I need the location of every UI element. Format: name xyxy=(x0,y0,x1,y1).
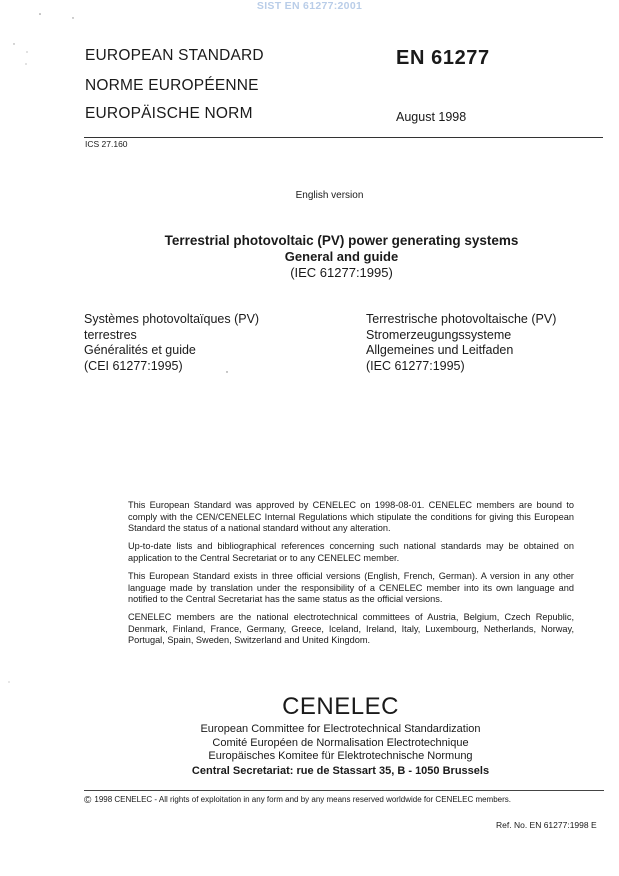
header-divider xyxy=(84,137,603,138)
organization-name-fr: Comité Européen de Normalisation Electrotechnique xyxy=(212,736,469,749)
german-title xyxy=(366,312,556,374)
version-label: English version xyxy=(295,190,364,201)
scan-speck xyxy=(26,51,27,52)
copyright-text: 1998 CENELEC - All rights of exploitation in any form and by any means reserved worldwide for CENELEC members. xyxy=(94,795,512,804)
copyright-symbol: © xyxy=(84,795,92,806)
publication-date: August 1998 xyxy=(396,110,467,124)
standard-title-fr: NORME EUROPÉENNE xyxy=(85,77,259,94)
french-title-line: Systèmes photovoltaïques (PV) xyxy=(84,312,260,326)
organization-name-en: European Committee for Electrotechnical Standardization xyxy=(200,723,481,735)
title-line-1: Terrestrial photovoltaic (PV) power generating systems xyxy=(164,233,519,248)
german-title-line: Stromerzeugungssysteme xyxy=(366,327,512,342)
note-paragraph: CENELEC members are the national electrotechnical committees of Austria, Belgium, Czech Republic, Denmark, Finland, France, Germany, Greece, Iceland, Ireland, Italy, Luxembourg, Netherlands, Norway, Portugal, Spain, Sweden, Switzerland and United Kingdom. xyxy=(128,612,574,646)
scan-speck xyxy=(13,43,14,44)
organization-details xyxy=(0,723,619,778)
french-title xyxy=(84,312,259,374)
organization-name: CENELEC xyxy=(282,693,399,720)
footer-divider xyxy=(84,790,604,791)
note-paragraph: This European Standard was approved by CENELEC on 1998-08-01. CENELEC members are bound to comply with the CEN/CENELEC Internal Regulations which stipulate the conditions for giving this European Standard the status of a national standard without any alteration. xyxy=(128,500,574,534)
german-title-line: Terrestrische photovoltaische (PV) xyxy=(366,312,557,326)
reference-number: Ref. No. EN 61277:1998 E xyxy=(496,820,597,830)
scan-speck xyxy=(8,681,9,682)
scan-speck xyxy=(39,13,41,15)
french-title-line: (CEI 61277:1995) xyxy=(84,358,183,373)
copyright-notice xyxy=(84,795,511,806)
title-line-3: (IEC 61277:1995) xyxy=(290,265,393,280)
secretariat-address: Central Secretariat: rue de Stassart 35, B - 1050 Brussels xyxy=(191,764,490,777)
scan-speck xyxy=(72,17,73,18)
scan-speck xyxy=(25,63,26,64)
watermark: SIST EN 61277:2001 xyxy=(256,0,363,12)
note-paragraph: This European Standard exists in three official versions (English, French, German). A version in any other language made by translation under the responsibility of a CENELEC member into its own language and notified to the Central Secretariat has the same status as the official versions. xyxy=(128,570,574,605)
standard-title-en: EUROPEAN STANDARD xyxy=(85,47,264,64)
organization-name-de: Europäisches Komitee für Elektrotechnische Normung xyxy=(208,750,473,763)
french-title-line: terrestres xyxy=(84,327,137,342)
standard-title-de: EUROPÄISCHE NORM xyxy=(85,105,253,122)
german-title-line: Allgemeines und Leitfaden xyxy=(366,343,514,357)
standard-number: EN 61277 xyxy=(396,47,490,69)
document-title xyxy=(0,233,619,281)
title-line-2: General and guide xyxy=(284,249,399,264)
approval-notes xyxy=(128,500,574,654)
ics-code: ICS 27.160 xyxy=(85,139,128,149)
german-title-line: (IEC 61277:1995) xyxy=(366,358,465,373)
french-title-line: Généralités et guide xyxy=(84,343,196,357)
note-paragraph: Up-to-date lists and bibliographical references concerning such national standards may be obtained on application to the Central Secretariat or to any CENELEC member. xyxy=(128,541,574,563)
